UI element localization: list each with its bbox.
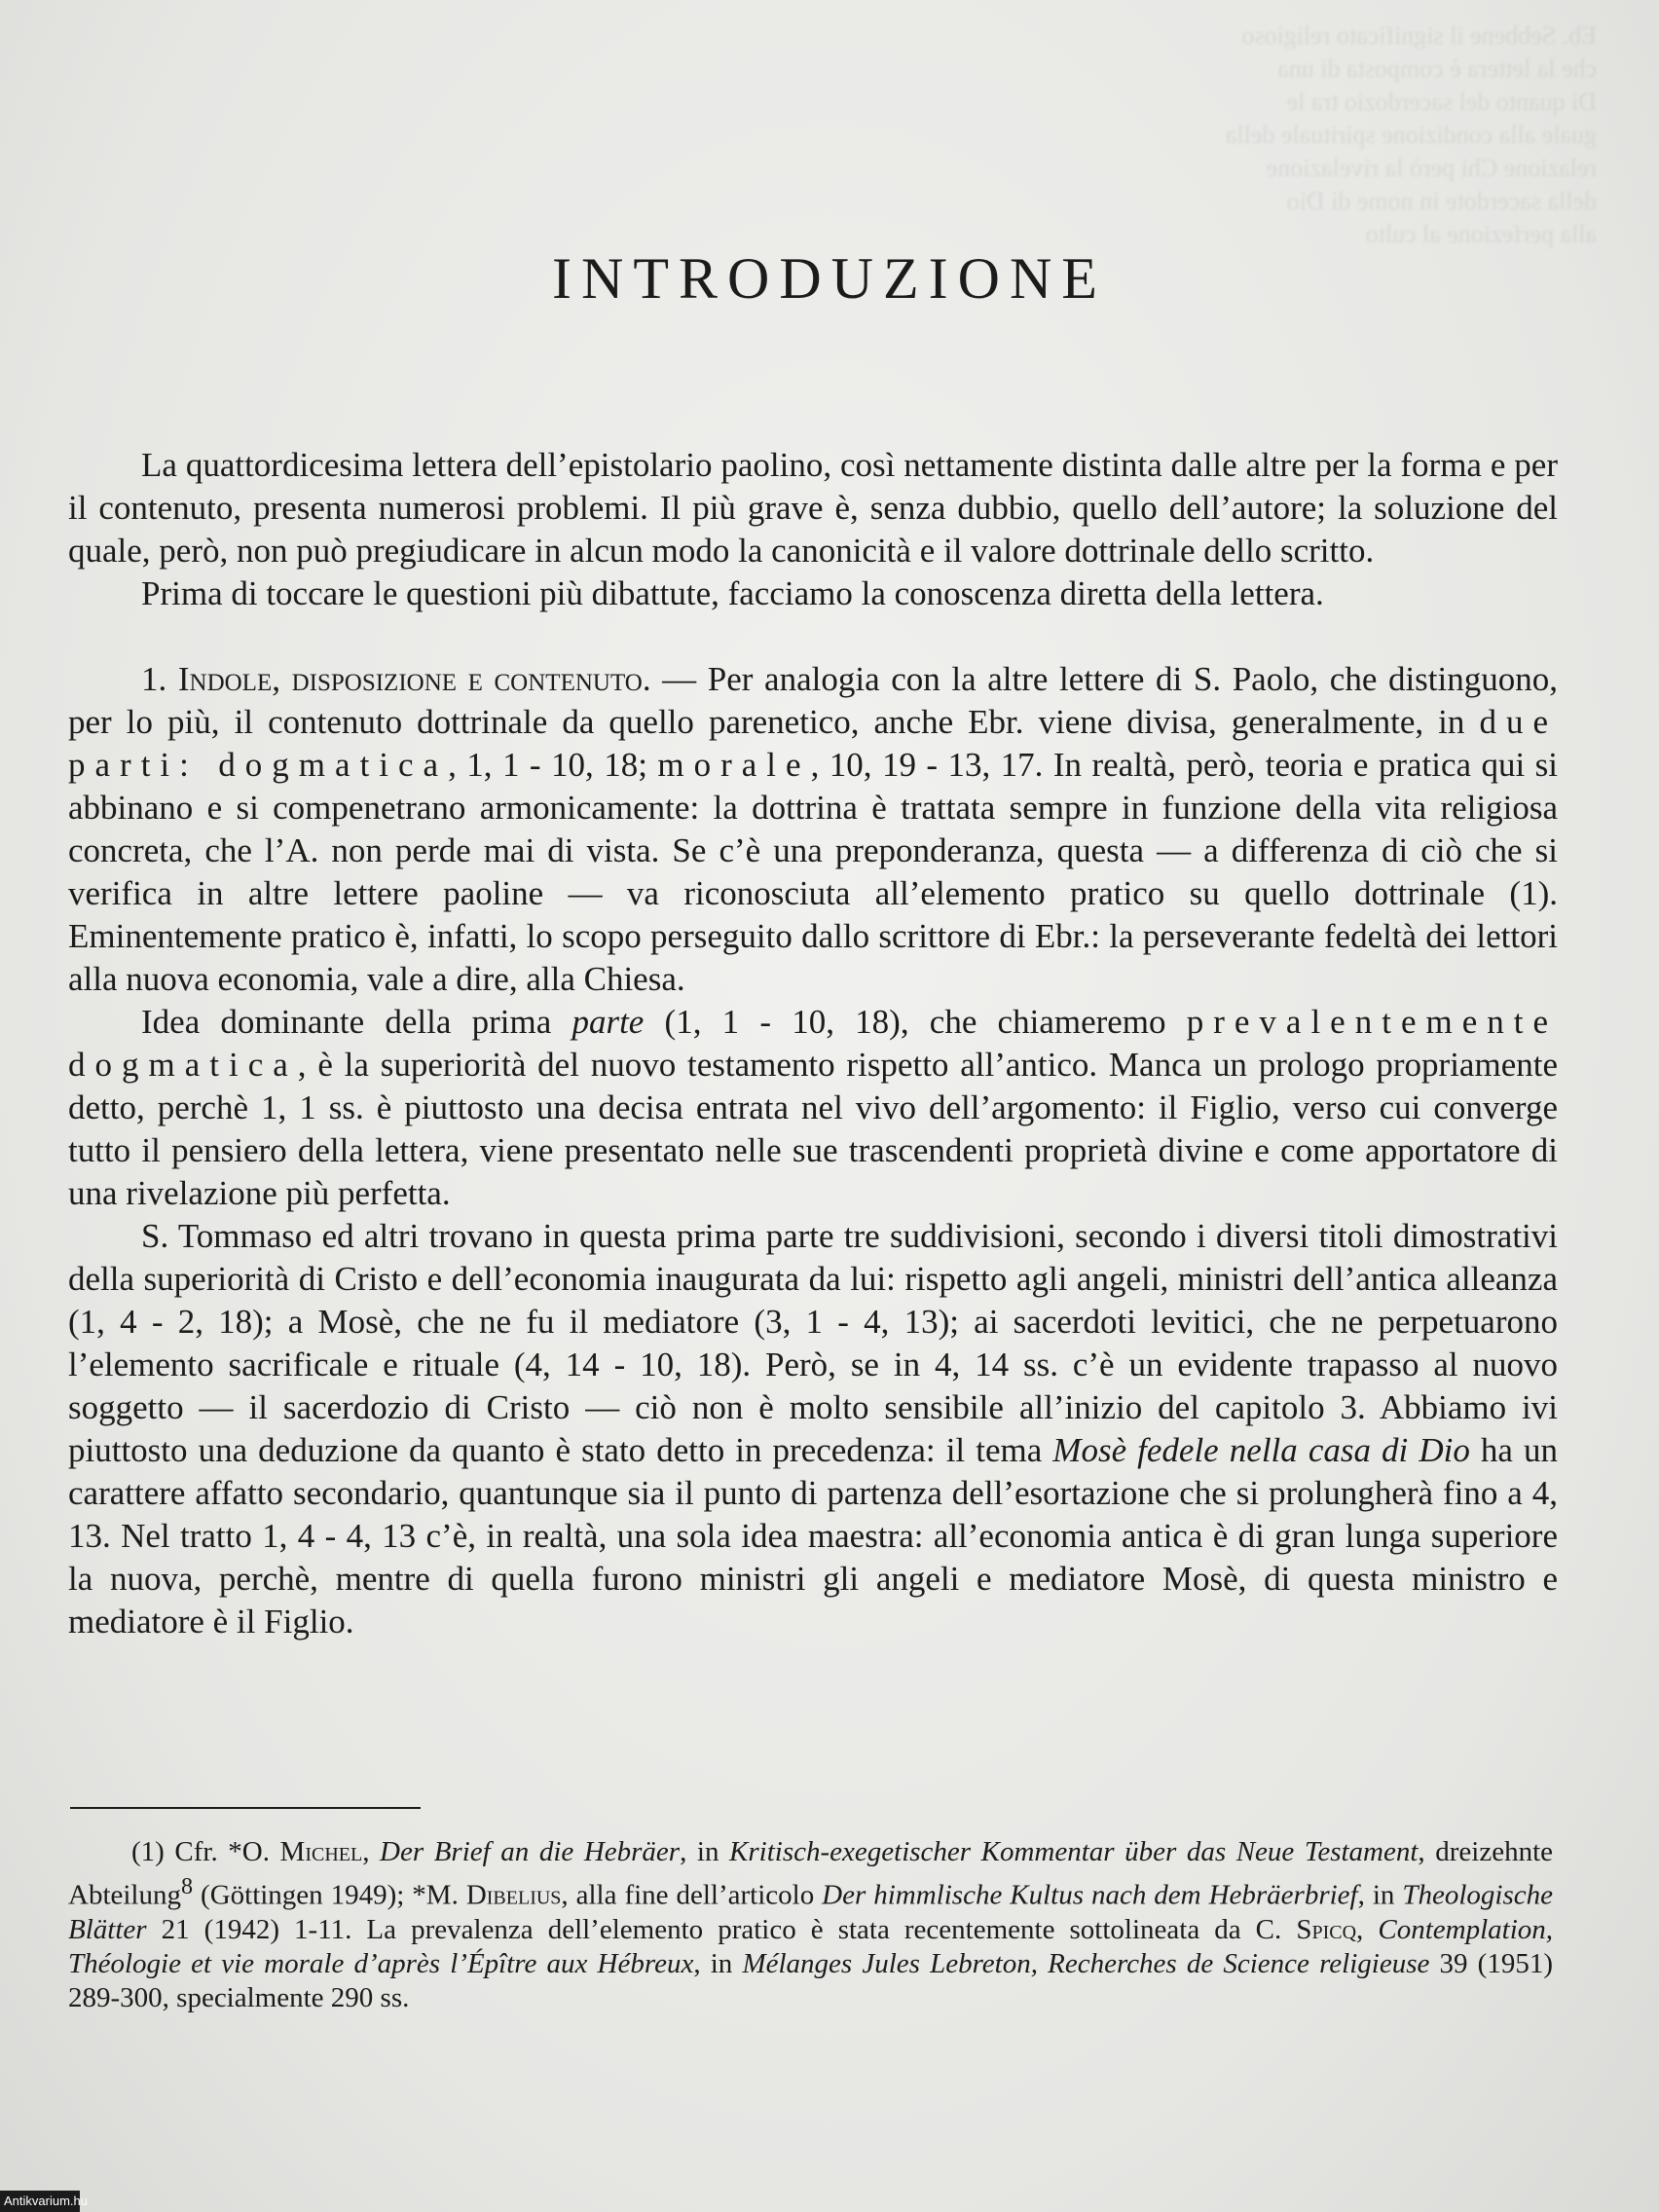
- intro-paragraph-1: La quattordicesima lettera dell’epistolario paolino, così nettamente distinta dalle altre per la forma e per il contenuto, presenta numerosi problemi. Il più grave è, senza dubbio, quello dell’autore; la soluzione del quale, però, non può pregiudicare in alcun modo la canonicità e il valore dottrinale dello scritto.: [68, 446, 1558, 570]
- paragraph-first-part: Idea dominante della prima parte (1, 1 - 10, 18), che chiameremo prevalentemente dogmatica, è la superiorità del nuovo testamento rispetto all’antico. Manca un prologo propriamente detto, perchè 1, 1 ss. è piuttosto una decisa entrata nel vivo dell’argomento: il Figlio, verso cui converge tutto il pensiero della lettera, viene presentato nelle sue trascendenti proprietà divine e come apportatore di una rivelazione più perfetta.: [68, 1003, 1558, 1212]
- spaced-emphasis: morale: [657, 746, 811, 784]
- page-title: INTRODUZIONE: [552, 246, 1107, 311]
- section-1-paragraph: 1. Indole, disposizione e contenuto. — Per analogia con la altre lettere di S. Paolo, che distinguono, per lo più, il contenuto dottrinale da quello parenetico, anche Ebr. viene divisa, generalmente, in due parti: dogmatica, 1, 1 - 10, 18; morale, 10, 19 - 13, 17. In realtà, però, teoria e pratica qui si abbinano e si compenetrano armonicamente: la dottrina è trattata sempre in funzione della vita religiosa concreta, che l’A. non perde mai di vista. Se c’è una preponderanza, questa — a differenza di ciò che si verifica in altre lettere paoline — va riconosciuta all’elemento pratico su quello dottrinale (1). Eminentemente pratico è, infatti, lo scopo perseguito dallo scrittore di Ebr.: la perseverante fedeltà dei lettori alla nuova economia, vale a dire, alla Chiesa.: [68, 660, 1558, 998]
- watermark-label: Antikvarium.hu: [0, 2191, 80, 2212]
- footnote-divider: [70, 1807, 421, 1809]
- intro-paragraph-2: Prima di toccare le questioni più dibattute, facciamo la conoscenza diretta della lettera.: [141, 574, 1324, 612]
- bleed-through-text: Eb. Sebbene il significato religioso che la lettera è composta di una Di quanto del sacerdozio tra le guale alla condizione spirituale della relazione Chi però la rivelazione della sacerdote in nome di Dio alla perfezione al culto: [1225, 21, 1597, 248]
- paragraph-subdivisions: S. Tommaso ed altri trovano in questa prima parte tre suddivisioni, secondo i diversi titoli dimostrativi della superiorità di Cristo e dell’economia inaugurata da lui: rispetto agli angeli, ministri dell’antica alleanza (1, 4 - 2, 18); a Mosè, che ne fu il mediatore (3, 1 - 4, 13); ai sacerdoti levitici, che ne perpetuarono l’elemento sacrificale e rituale (4, 14 - 10, 18). Però, se in 4, 14 ss. c’è un evidente trapasso al nuovo soggetto — il sacerdozio di Cristo — ciò non è molto sensibile all’inizio del capitolo 3. Abbiamo ivi piuttosto una deduzione da quanto è stato detto in precedenza: il tema Mosè fedele nella casa di Dio ha un carattere affatto secondario, quantunque sia il punto di partenza dell’esortazione che si prolungherà fino a 4, 13. Nel tratto 1, 4 - 4, 13 c’è, in realtà, una sola idea maestra: all’economia antica è di gran lunga superiore la nuova, perchè, mentre di quella furono ministri gli angeli e mediatore Mosè, di questa ministro e mediatore è il Figlio.: [68, 1217, 1558, 1641]
- footnote: (1) Cfr. *O. Michel, Der Brief an die Hebräer, in Kritisch-exegetischer Kommentar über das Neue Testament, dreizehnte Abteilung$^8$ (Göttingen 1949); *M. Dibelius, alla fine dell’articolo Der himmlische Kultus nach dem Hebräerbrief, in Theologische Blätter 21 (1942) 1-11. La prevalenza dell’elemento pratico è stata recentemente sottolineata da C. Spicq, Contemplation, Théologie et vie morale d’après l’Épître aux Hébreux, in Mélanges Jules Lebreton, Recherches de Science religieuse 39 (1951) 289-300, specialmente 290 ss.: [68, 1836, 1553, 2013]
- main-text: [68, 444, 1558, 1643]
- spaced-emphasis: due parti: dogmatica: [68, 703, 1558, 784]
- spaced-emphasis: prevalentemente dogmatica: [68, 1003, 1558, 1084]
- section-number: 1.: [141, 660, 167, 698]
- section-heading: Indole, disposizione e contenuto.: [177, 660, 651, 698]
